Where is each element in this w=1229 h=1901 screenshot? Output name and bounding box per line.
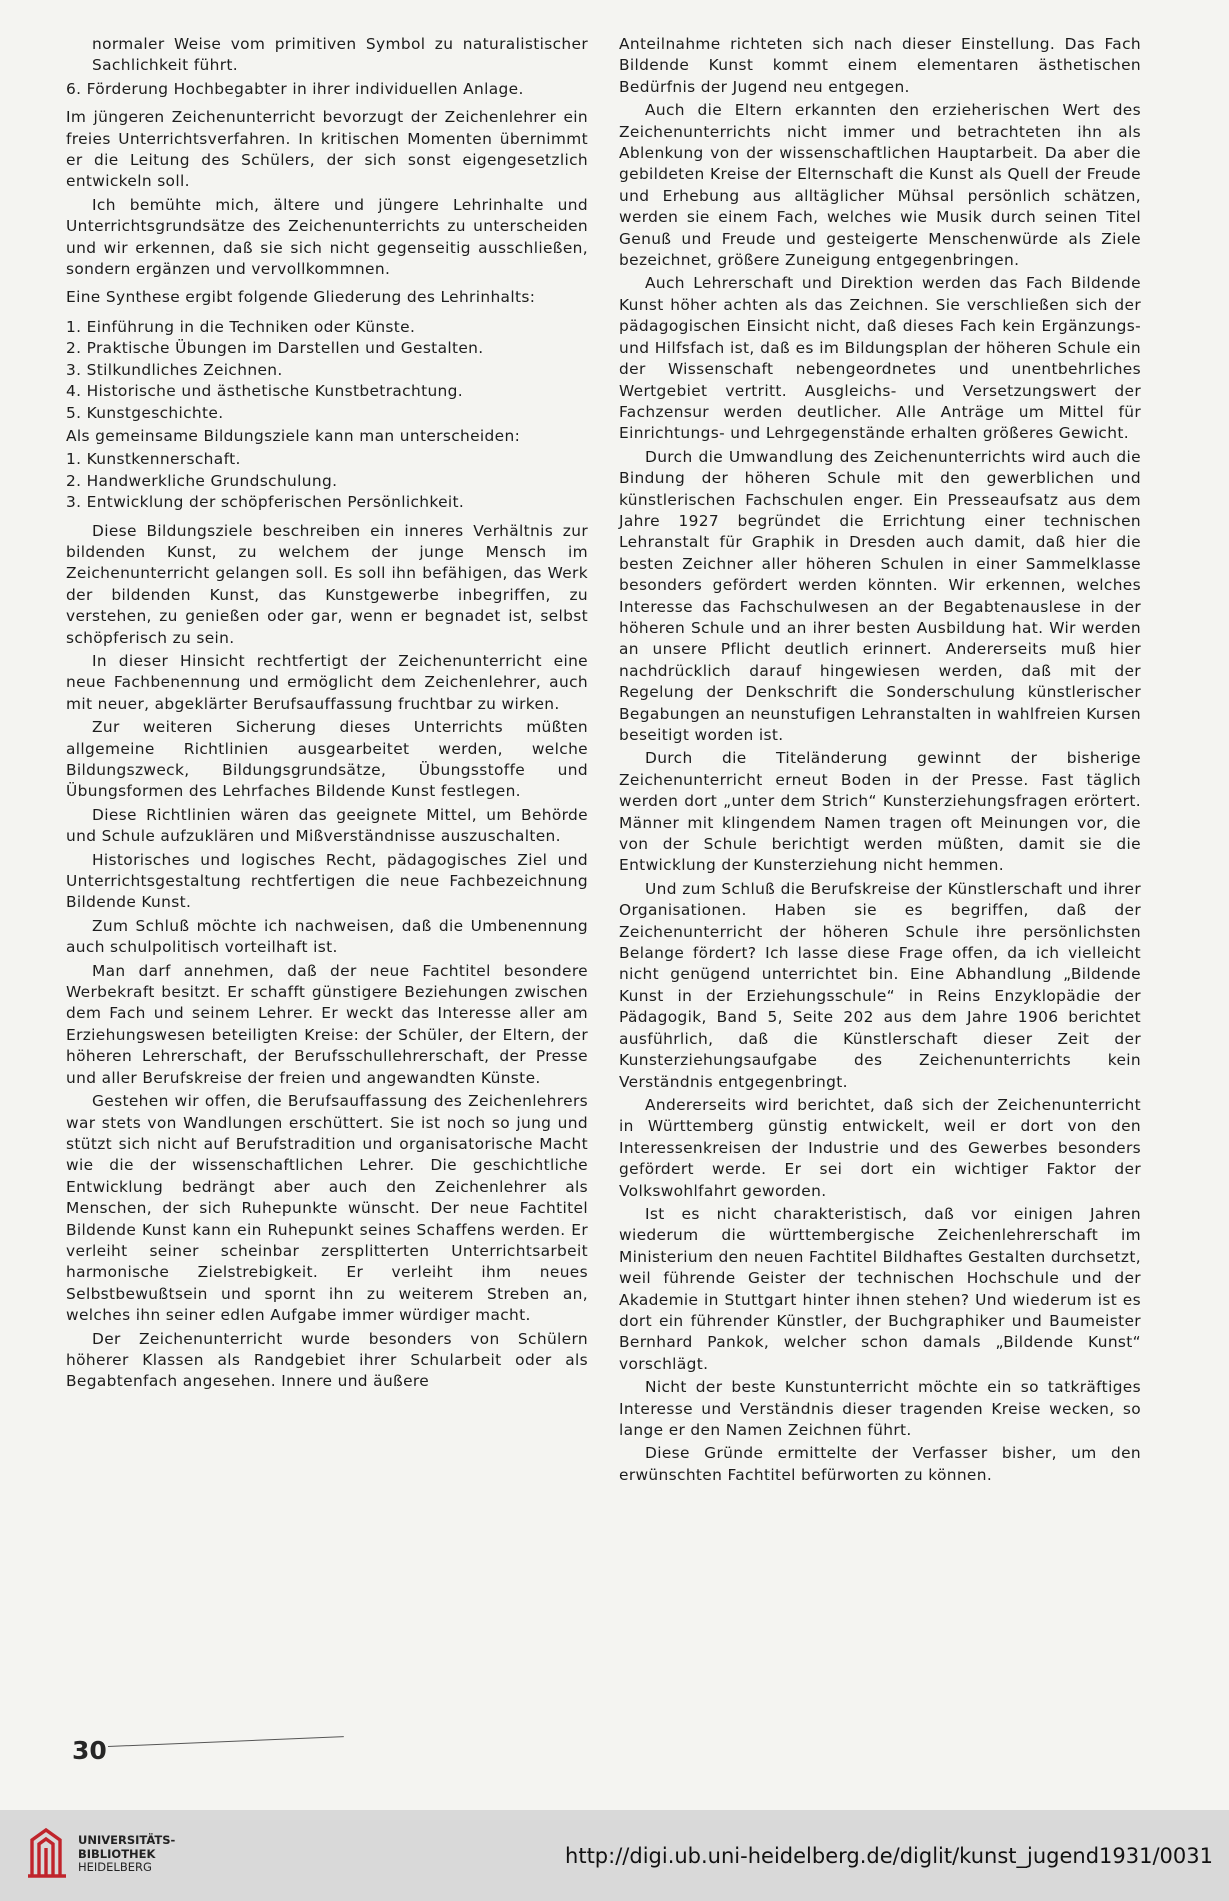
paragraph: Durch die Umwandlung des Zeichenunterrichts wird auch die Bindung der höheren Schule mit den gewerblichen und künstlerischen Fachschulen enger. Ein Presseaufsatz aus dem Jahre 1927 begründet die Errichtung einer technischen Lehranstalt für Graphik in Dresden auch damit, daß hier die besten Zeichner aller höheren Schulen in einer Sammelklasse besonders gefördert werden könnten. Wir erkennen, welches Interesse das Fachschulwesen an der Begabtenauslese in der höheren Schule und an ihrer besten Ausbildung hat. Wir werden an unsere Pflicht deutlich erinnert. Andererseits muß hier nachdrücklich darauf hingewiesen werden, daß mit der Regelung der Denkschrift die Sonderschulung künstlerischer Begabungen an neunstufigen Lehranstalten in wahlfreien Kursen beseitigt worden ist. (619, 447, 1141, 744)
list-item: 2. Handwerkliche Grundschulung. (66, 471, 338, 490)
curriculum-list (66, 317, 588, 424)
paragraph: Historisches und logisches Recht, pädagogisches Ziel und Unterrichtsgestaltung rechtfertigen die neue Fachbezeichnung Bildende Kunst. (66, 850, 588, 912)
paragraph: Als gemeinsame Bildungsziele kann man unterscheiden: (66, 426, 521, 445)
university-library-logo-icon (26, 1826, 72, 1882)
paragraph: Diese Bildungsziele beschreiben ein inneres Verhältnis zur bildenden Kunst, zu welchem der junge Mensch im Zeichenunterricht gelangen soll. Es soll ihn befähigen, das Werk der bildenden Kunst, das Kunstgewerbe inbegriffen, zu verstehen, zu genießen oder gar, wenn er begnadet ist, selbst schöpferisch zu sein. (66, 521, 588, 647)
list-item: 1. Kunstkennerschaft. (66, 450, 241, 469)
paragraph: In dieser Hinsicht rechtfertigt der Zeichenunterricht eine neue Fachbenennung und ermöglicht dem Zeichenlehrer, auch mit neuer, abgeklärter Berufsauffassung fruchtbar zu wirken. (66, 651, 588, 713)
paragraph: Man darf annehmen, daß der neue Fachtitel besondere Werbekraft besitzt. Er schafft günstigere Beziehungen zwischen dem Fach und seinem Lehrer. Er weckt das Interesse aller am Erziehungswesen beteiligten Kreise: der Schüler, der Eltern, der höheren Lehrerschaft, der Berufsschullehrerschaft, der Presse und aller Berufskreise der freien und angewandten Künste. (66, 961, 588, 1087)
library-name-line: HEIDELBERG (78, 1860, 152, 1874)
list-item: 5. Kunstgeschichte. (66, 403, 224, 422)
page-number-rule (108, 1736, 344, 1747)
paragraph: Auch die Eltern erkannten den erzieherischen Wert des Zeichenunterrichts nicht immer und betrachteten ihn als Ablenkung von der wissenschaftlichen Hauptarbeit. Da aber die gebildeten Kreise der Elternschaft die Kunst als Quell der Freude und Erhebung aus alltäglicher Mühsal persönlich schätzen, werden sie einem Fach, welches wie Musik durch seinen Titel Genuß und Freude und gesteigerte Menschenwürde als Ziele bezeichnet, größere Zuneigung entgegenbringen. (619, 101, 1141, 270)
paragraph: normaler Weise vom primitiven Symbol zu naturalistischer Sachlichkeit führt. (92, 35, 588, 75)
list-item: 3. Entwicklung der schöpferischen Persönlichkeit. (66, 493, 465, 512)
paragraph: 6. Förderung Hochbegabter in ihrer individuellen Anlage. (66, 79, 524, 98)
list-item: 1. Einführung in die Techniken oder Künste. (66, 317, 416, 336)
paragraph: Der Zeichenunterricht wurde besonders von Schülern höherer Klassen als Randgebiet ihrer Schularbeit oder als Begabtenfach angesehen. Innere und äußere (66, 1329, 588, 1391)
paragraph: Durch die Titeländerung gewinnt der bisherige Zeichenunterricht erneut Boden in der Presse. Fast täglich werden dort „unter dem Strich“ Kunsterziehungsfragen erörtert. Männer mit klingendem Namen tragen oft Meinungen vor, die von der Schule berichtigt werden müßten, damit sie die Entwicklung der Kunsterziehung nicht hemmen. (619, 749, 1141, 875)
paragraph: Zum Schluß möchte ich nachweisen, daß die Umbenennung auch schulpolitisch vorteilhaft ist. (66, 916, 588, 957)
library-footer (0, 1810, 1229, 1901)
paragraph: Diese Gründe ermittelte der Verfasser bisher, um den erwünschten Fachtitel befürworten zu können. (619, 1444, 1141, 1484)
library-name (78, 1834, 175, 1875)
paragraph: Diese Richtlinien wären das geeignete Mittel, um Behörde und Schule aufzuklären und Mißverständnisse auszuschalten. (66, 805, 588, 846)
paragraph: Anteilnahme richteten sich nach dieser Einstellung. Das Fach Bildende Kunst kommt einem elementaren ästhetischen Bedürfnis der Jugend neu entgegen. (619, 35, 1141, 96)
list-item: 2. Praktische Übungen im Darstellen und Gestalten. (66, 339, 484, 358)
library-name-line: BIBLIOTHEK (78, 1846, 156, 1861)
paragraph: Nicht der beste Kunstunterricht möchte ein so tatkräftiges Interesse und Verständnis dieser tragenden Kreise wecken, so lange er den Namen Zeichnen führt. (619, 1378, 1141, 1439)
goals-list (66, 449, 588, 513)
paragraph: Und zum Schluß die Berufskreise der Künstlerschaft und ihrer Organisationen. Haben sie es begriffen, daß der Zeichenunterricht der höheren Schule ihre persönlichsten Belange fördert? Ich lasse diese Frage offen, da ich vielleicht nicht genügend unterrichtet bin. Eine Abhandlung „Bildende Kunst in der Erziehungsschule“ in Reins Enzyklopädie der Pädagogik, Band 5, Seite 202 aus dem Jahre 1906 berichtet ausführlich, daß die Künstlerschaft dieser Zeit der Kunsterziehungsaufgabe des Zeichenunterrichts kein Verständnis entgegenbringt. (619, 879, 1141, 1091)
list-item: 4. Historische und ästhetische Kunstbetrachtung. (66, 382, 464, 401)
paragraph: Gestehen wir offen, die Berufsauffassung des Zeichenlehrers war stets von Wandlungen erschüttert. Sie ist noch so jung und stützt sich nicht auf Berufstradition und organisatorische Macht wie die der wissenschaftlichen Lehrer. Die geschichtliche Entwicklung bedrängt aber auch den Zeichenlehrer als Menschen, der sich Ruhepunkte wünscht. Der neue Fachtitel Bildende Kunst kann ein Ruhepunkt seines Schaffens werden. Er verleiht seiner scheinbar zersplitterten Unterrichtsarbeit harmonische Zielstrebigkeit. Er verleiht ihm neues Selbstbewußtsein und spornt ihn zu weiterem Streben an, welches ihn seiner edlen Aufgabe immer würdiger macht. (66, 1092, 588, 1325)
paragraph: Zur weiteren Sicherung dieses Unterrichts müßten allgemeine Richtlinien ausgearbeitet werden, welche Bildungszweck, Bildungsgrundsätze, Übungsstoffe und Übungsformen des Lehrfaches Bildende Kunst festlegen. (66, 718, 588, 801)
library-name-line: UNIVERSITÄTS- (78, 1833, 176, 1847)
paragraph: Auch Lehrerschaft und Direktion werden das Fach Bildende Kunst höher achten als das Zeichnen. Sie verschließen sich der pädagogischen Einsicht nicht, daß dieses Fach kein Ergänzungs- und Hilfsfach ist, daß es im Bildungsplan der höheren Schule ein der Wissenschaft nebengeordnetes und unentbehrliches Wertgebiet vertritt. Ausgleichs- und Versetzungswert der Fachzensur werden deutlicher. Alle Anträge um Mittel für Einrichtungs- und Lehrgegenstände erhalten größeres Gewicht. (619, 274, 1141, 443)
list-item: 3. Stilkundliches Zeichnen. (66, 360, 283, 379)
paragraph: Eine Synthese ergibt folgende Gliederung des Lehrinhalts: (66, 288, 536, 307)
paragraph: Im jüngeren Zeichenunterricht bevorzugt der Zeichenlehrer ein freies Unterrichtsverfahren. In kritischen Momenten übernimmt er die Leitung des Schülers, der sich sonst eigengesetzlich entwickeln soll. (66, 108, 588, 191)
paragraph: Andererseits wird berichtet, daß sich der Zeichenunterricht in Württemberg günstig entwickelt, weil er dort von den Interessenkreisen der Industrie und des Gewerbes besonders gefördert werde. Er sei dort ein wichtiger Faktor der Volkswohlfahrt geworden. (619, 1095, 1141, 1200)
paragraph: Ist es nicht charakteristisch, daß vor einigen Jahren wiederum die württembergische Zeichenlehrerschaft im Ministerium den neuen Fachtitel Bildhaftes Gestalten durchsetzt, weil führende Geister der technischen Hochschule und der Akademie in Stuttgart hinter ihnen stehen? Und wiederum ist es dort ein führender Künstler, der Buchgraphiker und Baumeister Bernhard Pankok, welcher schon damals „Bildende Kunst“ vorschlägt. (619, 1204, 1141, 1373)
source-url-link[interactable]: http://digi.ub.uni-heidelberg.de/diglit/kunst_jugend1931/0031 (565, 1844, 1213, 1868)
page-number: 30 (72, 1736, 107, 1765)
paragraph: Ich bemühte mich, ältere und jüngere Lehrinhalte und Unterrichtsgrundsätze des Zeichenunterrichts zu unterscheiden und wir erkennen, daß sie sich nicht gegenseitig ausschließen, sondern ergänzen und vervollkommnen. (66, 195, 588, 279)
left-text-column (66, 34, 588, 1395)
right-text-column (619, 34, 1141, 1488)
